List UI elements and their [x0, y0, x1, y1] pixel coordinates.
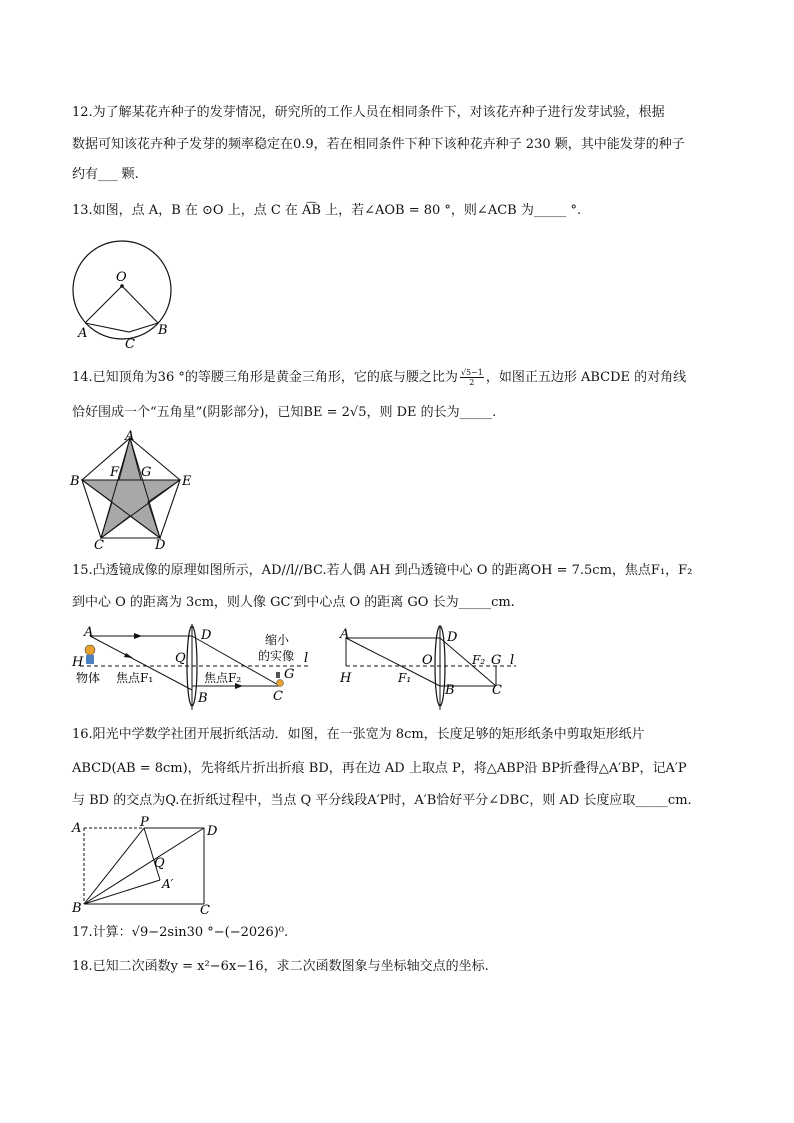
- q16-line-1: 16.阳光中学数学社团开展折纸活动．如图，在一张宽为 8cm，长度足够的矩形纸条中剪取矩形纸片: [72, 727, 645, 742]
- q12-line-3: 约有___ 颗.: [72, 167, 139, 182]
- label-H: H: [72, 655, 84, 670]
- label-H: H: [340, 671, 352, 686]
- q16-line-2: ABCD(AB = 8cm)，先将纸片折出折痕 BD，再在边 AD 上取点 P，将△ABP沿 BP折叠得△A′BP，记A′P: [72, 761, 687, 776]
- q15-lens-figure-1: [70, 620, 322, 716]
- label-Q: Q: [154, 856, 165, 871]
- label-O: O: [422, 653, 433, 668]
- label-F: F: [110, 465, 120, 480]
- q13-line-1: 13.如图，点 A，B 在 ⊙O 上，点 C 在 A͡B 上，若∠AOB = 80 °，则∠ACB 为_____ °.: [72, 203, 582, 218]
- shrink-label-2: 的实像: [258, 649, 295, 663]
- label-G: G: [491, 653, 502, 668]
- q14-line-1: [72, 368, 686, 387]
- label-D: D: [207, 824, 218, 839]
- q12-line-1: 12.为了解某花卉种子的发芽情况，研究所的工作人员在相同条件下，对该花卉种子进行发芽试验，根据: [72, 105, 665, 120]
- label-C: C: [94, 538, 104, 552]
- shrink-label-1: 缩小: [265, 633, 290, 647]
- label-l: l: [510, 653, 515, 668]
- label-O: O: [116, 270, 127, 285]
- q16-line-3: 与 BD 的交点为Q.在折纸过程中，当点 Q 平分线段A′P时，A′B恰好平分∠DBC，则 AD 长度应取_____cm.: [72, 793, 692, 808]
- label-E: E: [182, 474, 192, 489]
- q15-line-1: 15.凸透镜成像的原理如图所示，AD//l//BC.若人偶 AH 到凸透镜中心 O 的距离OH = 7.5cm，焦点F₁，F₂: [72, 563, 693, 578]
- label-F2: F₂: [472, 653, 486, 667]
- label-B: B: [198, 691, 208, 706]
- q16-fold-figure: [68, 816, 226, 916]
- q17-line-1: 17.计算：√9−2sin30 °−(−2026)⁰.: [72, 925, 289, 940]
- q14-fraction: [460, 368, 484, 387]
- label-C: C: [273, 689, 283, 704]
- label-G: G: [284, 667, 295, 682]
- q14-line-2: 恰好围成一个“五角星”(阴影部分)，已知BE = 2√5，则 DE 的长为_____.: [72, 405, 497, 420]
- fraction-denominator: 2: [469, 378, 475, 387]
- fraction-numerator: √5−1: [460, 368, 483, 377]
- q14-text-b: ，如图正五边形 ABCDE 的对角线: [485, 370, 687, 385]
- label-C: C: [492, 683, 502, 698]
- label-B: B: [158, 323, 168, 338]
- focus1-label: 焦点F₁: [116, 671, 154, 685]
- label-A: A: [78, 326, 88, 341]
- label-D: D: [155, 538, 166, 552]
- q15-line-2: 到中心 O 的距离为 3cm，则人像 GC′到中心点 O 的距离 GO 长为_____cm.: [72, 595, 515, 610]
- label-A: A: [84, 625, 94, 640]
- label-A: A: [125, 430, 135, 444]
- label-l: l: [304, 651, 309, 666]
- label-B: B: [445, 683, 455, 698]
- label-G: G: [141, 465, 152, 480]
- q12-line-2: 数据可知该花卉种子发芽的频率稳定在0.9，若在相同条件下种下该种花卉种子 230 颗，其中能发芽的种子: [72, 137, 685, 152]
- label-D: D: [447, 630, 458, 645]
- label-P: P: [140, 816, 149, 830]
- label-A-prime: A′: [162, 877, 174, 891]
- label-F1: F₁: [398, 671, 412, 685]
- label-Q: Q: [175, 651, 186, 666]
- label-D: D: [201, 628, 212, 643]
- q14-pentagon-figure: [68, 430, 192, 552]
- label-C: C: [125, 337, 135, 352]
- focus2-label: 焦点F₂: [204, 671, 242, 685]
- label-B: B: [72, 901, 82, 916]
- object-label: 物体: [76, 671, 101, 685]
- q13-circle-figure: [66, 236, 176, 352]
- label-A: A: [340, 627, 350, 642]
- label-B: B: [70, 474, 80, 489]
- q18-line-1: 18.已知二次函数y = x²−6x−16，求二次函数图象与坐标轴交点的坐标.: [72, 959, 489, 974]
- q14-text-a: 14.已知顶角为36 °的等腰三角形是黄金三角形，它的底与腰之比为: [72, 370, 458, 385]
- label-A: A: [72, 821, 82, 836]
- q15-lens-figure-2: [336, 622, 526, 714]
- label-C: C: [200, 903, 210, 916]
